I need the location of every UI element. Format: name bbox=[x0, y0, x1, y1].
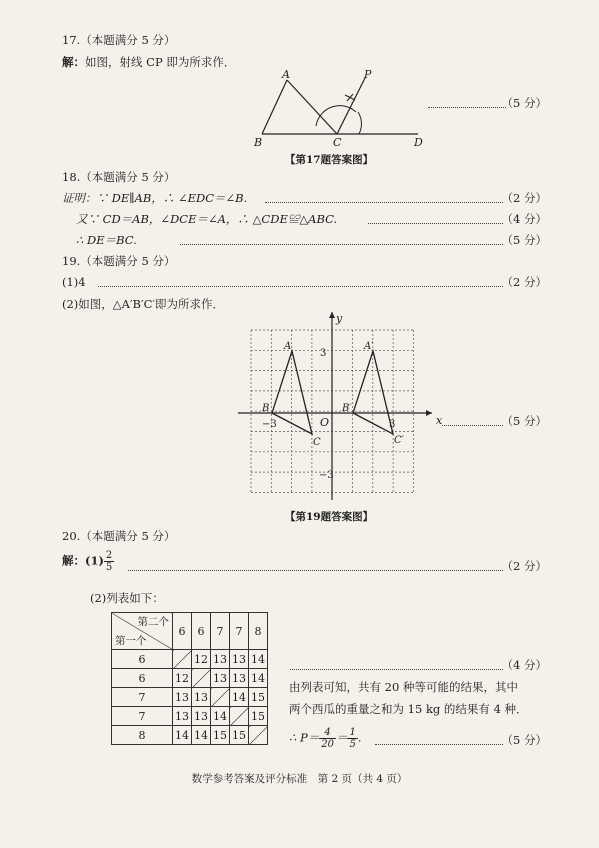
table-diagonal-cell bbox=[230, 707, 249, 726]
table-row-header: 6 bbox=[112, 650, 173, 669]
table-cell: 13 bbox=[173, 688, 192, 707]
q17-label-c: C bbox=[333, 136, 342, 149]
table-row-header: 8 bbox=[112, 726, 173, 745]
table-diagonal-cell bbox=[249, 726, 268, 745]
q19-tick-y3: 3 bbox=[320, 348, 327, 359]
q19-label-b: B bbox=[262, 403, 270, 414]
q19-tick-x3: 3 bbox=[389, 419, 396, 430]
q18-line-3: ∴ DE＝BC. bbox=[76, 233, 137, 247]
table-cell: 13 bbox=[192, 688, 211, 707]
q19-dots-2 bbox=[442, 425, 503, 426]
q20-score-2: （4 分） bbox=[501, 658, 547, 672]
q19-y-label: y bbox=[336, 312, 343, 325]
q17-label-d: D bbox=[414, 136, 423, 149]
q18-score-3: （5 分） bbox=[501, 233, 547, 247]
q17-caption: 【第17题答案图】 bbox=[285, 154, 374, 166]
q20-score-1: （2 分） bbox=[501, 559, 547, 573]
q17-label-p: P bbox=[364, 68, 372, 81]
q17-label-b: B bbox=[254, 136, 263, 149]
q19-label-a: A bbox=[284, 341, 292, 352]
q20-prob-prefix: ∴ P＝ bbox=[289, 730, 320, 745]
table-cell: 12 bbox=[192, 650, 211, 669]
q20-part1 bbox=[62, 550, 114, 573]
table-cell: 15 bbox=[249, 707, 268, 726]
table-cell: 14 bbox=[192, 726, 211, 745]
q18-score-2: （4 分） bbox=[501, 212, 547, 226]
q20-prob-suffix: . bbox=[357, 730, 362, 745]
table-cell: 14 bbox=[211, 707, 230, 726]
q19-score-1: （2 分） bbox=[501, 275, 547, 289]
table-row-header: 7 bbox=[112, 688, 173, 707]
table-row bbox=[112, 669, 268, 688]
q17-answer-label: 解： bbox=[62, 55, 85, 69]
table-cell: 15 bbox=[249, 688, 268, 707]
table-cell: 13 bbox=[230, 669, 249, 688]
table-col-header: 6 bbox=[173, 613, 192, 650]
table-row bbox=[112, 688, 268, 707]
q20-prob-n2: 1 bbox=[349, 727, 356, 738]
q19-origin-label: O bbox=[320, 416, 330, 429]
q18-header: 18.（本题满分 5 分） bbox=[62, 170, 176, 184]
table-row bbox=[112, 707, 268, 726]
q19-label-a-prime: A′ bbox=[364, 341, 374, 352]
table-cell: 13 bbox=[211, 669, 230, 688]
table-cell: 14 bbox=[249, 650, 268, 669]
q20-prob-frac-1 bbox=[319, 727, 336, 750]
table-cell: 14 bbox=[230, 688, 249, 707]
q20-conclusion-2: 两个西瓜的重量之和为 15 kg 的结果有 4 种． bbox=[289, 702, 528, 716]
table-cell: 14 bbox=[249, 669, 268, 688]
table-corner-cell bbox=[112, 613, 173, 650]
q20-prob-eq: ＝ bbox=[335, 730, 348, 745]
q19-tick-ym3: −3 bbox=[319, 470, 334, 481]
q20-dots-2 bbox=[290, 669, 503, 670]
table-row-header: 7 bbox=[112, 707, 173, 726]
q19-x-arrow bbox=[426, 410, 432, 416]
q17-header: 17.（本题满分 5 分） bbox=[62, 33, 176, 47]
table-cell: 13 bbox=[173, 707, 192, 726]
table-row bbox=[112, 650, 268, 669]
q20-prob-d1: 20 bbox=[321, 739, 334, 750]
q20-part1-fraction bbox=[104, 550, 114, 573]
table-cell: 15 bbox=[230, 726, 249, 745]
q20-table bbox=[111, 612, 268, 745]
q19-header: 19.（本题满分 5 分） bbox=[62, 254, 176, 268]
q17-label-a: A bbox=[282, 68, 290, 81]
q20-part1-den: 5 bbox=[105, 562, 113, 573]
q19-score-2: （5 分） bbox=[501, 414, 547, 428]
q19-part2: (2)如图，△A′B′C′即为所求作． bbox=[62, 297, 225, 311]
q17-answer-text: 如图，射线 CP 即为所求作． bbox=[85, 55, 236, 69]
table-cell: 13 bbox=[192, 707, 211, 726]
table-diagonal-cell bbox=[192, 669, 211, 688]
q20-conclusion-1: 由列表可知，共有 20 种等可能的结果，其中 bbox=[289, 680, 518, 694]
q20-dots-1 bbox=[128, 570, 503, 571]
table-col-header: 7 bbox=[211, 613, 230, 650]
q17-score: （5 分） bbox=[501, 96, 547, 110]
table-corner-top: 第二个 bbox=[137, 616, 169, 628]
q20-header: 20.（本题满分 5 分） bbox=[62, 529, 176, 543]
q20-part1-num: 2 bbox=[105, 550, 113, 561]
q19-part1: (1)4 bbox=[62, 275, 86, 289]
table-cell: 15 bbox=[211, 726, 230, 745]
table-row-header: 6 bbox=[112, 669, 173, 688]
q18-line-1: 证明：∵ DE∥AB，∴ ∠EDC＝∠B. bbox=[62, 191, 248, 205]
q19-tick-xm3: −3 bbox=[262, 419, 277, 430]
q20-dots-3 bbox=[375, 744, 503, 745]
table-cell: 12 bbox=[173, 669, 192, 688]
page-footer: 数学参考答案及评分标准 第 2 页（共 4 页） bbox=[191, 773, 408, 785]
q19-label-c: C bbox=[313, 437, 321, 448]
q20-prob-d2: 5 bbox=[349, 739, 356, 750]
table-corner-bottom: 第一个 bbox=[115, 635, 147, 647]
q19-caption: 【第19题答案图】 bbox=[285, 511, 374, 523]
q19-y-arrow bbox=[329, 312, 335, 318]
table-cell: 13 bbox=[211, 650, 230, 669]
table-col-header: 7 bbox=[230, 613, 249, 650]
q20-prob bbox=[289, 727, 361, 750]
q18-score-1: （2 分） bbox=[501, 191, 547, 205]
q19-triangle-abc bbox=[272, 351, 312, 434]
table-col-header: 6 bbox=[192, 613, 211, 650]
q18-line-2: 又∵ CD＝AB，∠DCE＝∠A，∴ △CDE≌△ABC. bbox=[76, 212, 338, 226]
table-cell: 13 bbox=[230, 650, 249, 669]
q19-x-label: x bbox=[436, 414, 443, 427]
q19-label-c-prime: C′ bbox=[394, 435, 404, 446]
q19-label-b-prime: B′ bbox=[342, 403, 352, 414]
table-diagonal-cell bbox=[211, 688, 230, 707]
table-col-header: 8 bbox=[249, 613, 268, 650]
q20-part1-label: 解：(1) bbox=[62, 553, 104, 568]
q20-prob-frac-2 bbox=[347, 727, 357, 750]
q20-score-3: （5 分） bbox=[501, 733, 547, 747]
q20-prob-n1: 4 bbox=[319, 727, 336, 739]
table-cell: 14 bbox=[173, 726, 192, 745]
table-row bbox=[112, 726, 268, 745]
table-diagonal-cell bbox=[173, 650, 192, 669]
q20-part2-intro: (2)列表如下： bbox=[90, 591, 164, 605]
